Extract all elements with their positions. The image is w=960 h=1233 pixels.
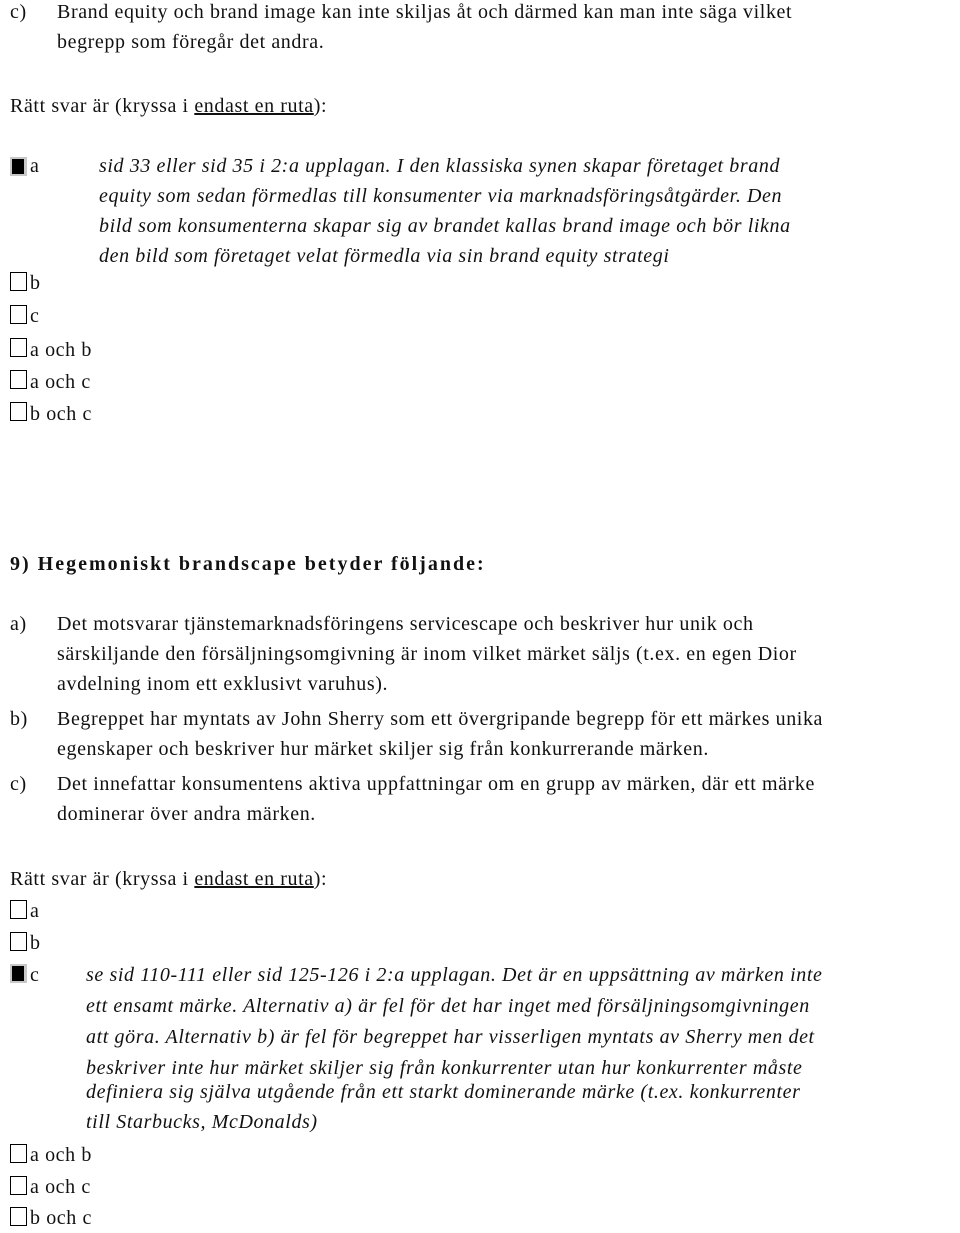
explanation-2-line-4: beskriver inte hur märket skiljer sig från konkurrenter utan hur konkurrenter måste — [86, 1057, 803, 1079]
answer-1-label-c: c — [30, 305, 40, 327]
question-9-option-b-line-1: Begreppet har myntats av John Sherry som ett övergripande begrepp för ett märkes unika — [57, 708, 824, 730]
answer-1-label-a-och-b: a och b — [30, 339, 92, 361]
answer-2-checkbox-b-och-c[interactable] — [10, 1207, 27, 1226]
answer-1-checkbox-a[interactable] — [10, 157, 27, 176]
answer-2-label-c: c — [30, 964, 40, 986]
question-9-option-c-marker: c) — [10, 773, 27, 795]
answer-1-checkbox-a-och-c[interactable] — [10, 370, 27, 389]
question-9-option-a-line-2: särskiljande den försäljningsomgivning är inom vilket märket säljs (t.ex. en egen Dior — [57, 643, 797, 665]
answer-2-label-a: a — [30, 900, 40, 922]
answer-1-label-b-och-c: b och c — [30, 403, 92, 425]
explanation-1-line-2: equity som sedan förmedlas till konsumenter via marknadsföringsåtgärder. Den — [99, 185, 783, 207]
explanation-1-line-1: sid 33 eller sid 35 i 2:a upplagan. I den klassiska synen skapar företaget brand — [99, 155, 781, 177]
answer-2-checkbox-a-och-c[interactable] — [10, 1176, 27, 1195]
question-9-option-a-line-3: avdelning inom ett exklusivt varuhus). — [57, 673, 389, 695]
question-9-option-a-line-1: Det motsvarar tjänstemarknadsföringens servicescape och beskriver hur unik och — [57, 613, 754, 635]
answer-2-label-b: b — [30, 932, 41, 954]
answer-2-label-b-och-c: b och c — [30, 1207, 92, 1229]
answer-2-label-a-och-c: a och c — [30, 1176, 91, 1198]
explanation-2-line-5: definiera sig själva utgående från ett starkt dominerande märke (t.ex. konkurrenter — [86, 1081, 801, 1103]
answer-instruction-1: Rätt svar är (kryssa i endast en ruta): — [10, 95, 328, 117]
question-9-option-b-marker: b) — [10, 708, 28, 730]
question-9-option-c-line-1: Det innefattar konsumentens aktiva uppfattningar om en grupp av märken, där ett märke — [57, 773, 815, 795]
explanation-1-line-4: den bild som företaget velat förmedla via sin brand equity strategi — [99, 245, 670, 267]
answer-1-checkbox-a-och-b[interactable] — [10, 338, 27, 357]
question-9-option-c-line-2: dominerar över andra märken. — [57, 803, 316, 825]
answer-2-label-a-och-b: a och b — [30, 1144, 92, 1166]
answer-1-checkbox-b[interactable] — [10, 272, 27, 291]
answer-2-checkbox-c[interactable] — [10, 964, 27, 983]
question-9-option-a-marker: a) — [10, 613, 27, 635]
answer-1-label-a-och-c: a och c — [30, 371, 91, 393]
answer-instruction-2: Rätt svar är (kryssa i endast en ruta): — [10, 868, 328, 890]
explanation-2-line-2: ett ensamt märke. Alternativ a) är fel för det har inget med försäljningsomgivningen — [86, 995, 810, 1017]
prev-option-c-line-2: begrepp som föregår det andra. — [57, 31, 325, 53]
explanation-2-line-3: att göra. Alternativ b) är fel för begreppet har visserligen myntats av Sherry men det — [86, 1026, 815, 1048]
explanation-2-line-6: till Starbucks, McDonalds) — [86, 1111, 318, 1133]
prev-option-c-marker: c) — [10, 1, 27, 23]
explanation-1-line-3: bild som konsumenterna skapar sig av brandet kallas brand image och bör likna — [99, 215, 791, 237]
question-9-title: 9) Hegemoniskt brandscape betyder följande: — [10, 553, 486, 575]
answer-1-checkbox-b-och-c[interactable] — [10, 402, 27, 421]
answer-1-label-a: a — [30, 155, 40, 177]
answer-1-label-b: b — [30, 272, 41, 294]
answer-2-checkbox-a[interactable] — [10, 900, 27, 919]
answer-1-checkbox-c[interactable] — [10, 305, 27, 324]
answer-2-checkbox-b[interactable] — [10, 932, 27, 951]
answer-2-checkbox-a-och-b[interactable] — [10, 1144, 27, 1163]
prev-option-c-line-1: Brand equity och brand image kan inte skiljas åt och därmed kan man inte säga vilket — [57, 1, 793, 23]
question-9-option-b-line-2: egenskaper och beskriver hur märket skiljer sig från konkurrerande märken. — [57, 738, 709, 760]
explanation-2-line-1: se sid 110-111 eller sid 125-126 i 2:a upplagan. Det är en uppsättning av märken inte — [86, 964, 823, 986]
